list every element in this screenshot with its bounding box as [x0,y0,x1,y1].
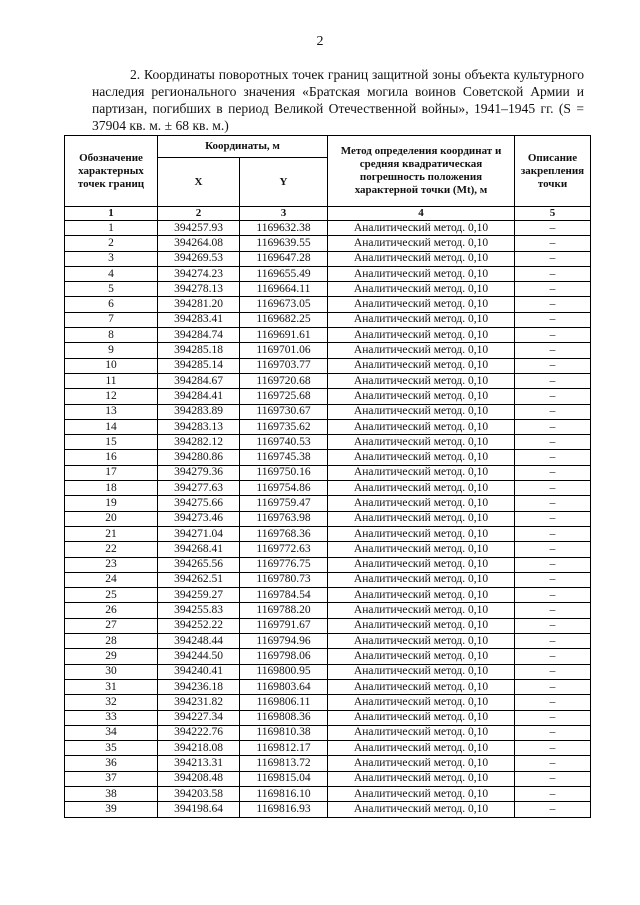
x-coordinate: 394248.44 [158,634,240,649]
x-coordinate: 394259.27 [158,588,240,603]
table-row [65,572,591,587]
y-coordinate: 1169776.75 [240,557,328,572]
table-row [65,679,591,694]
method-accuracy: Аналитический метод. 0,10 [328,557,515,572]
table-row [65,266,591,281]
fixing-description: – [515,542,591,557]
fixing-description: – [515,588,591,603]
x-coordinate: 394227.34 [158,710,240,725]
table-row [65,373,591,388]
x-coordinate: 394281.20 [158,297,240,312]
header-method: Метод определения координат и средняя квадратическая погрешность положения характерной точки (Мt), м [328,136,515,207]
point-number: 4 [65,266,158,281]
fixing-description: – [515,679,591,694]
fixing-description: – [515,771,591,786]
fixing-description: – [515,251,591,266]
point-number: 22 [65,542,158,557]
point-number: 12 [65,389,158,404]
method-accuracy: Аналитический метод. 0,10 [328,419,515,434]
method-accuracy: Аналитический метод. 0,10 [328,756,515,771]
point-number: 19 [65,496,158,511]
header-description: Описание закрепления точки [515,136,591,207]
fixing-description: – [515,343,591,358]
point-number: 11 [65,373,158,388]
y-coordinate: 1169780.73 [240,572,328,587]
table-row [65,450,591,465]
y-coordinate: 1169735.62 [240,419,328,434]
table-body [65,221,591,818]
fixing-description: – [515,328,591,343]
method-accuracy: Аналитический метод. 0,10 [328,588,515,603]
table-row [65,588,591,603]
method-accuracy: Аналитический метод. 0,10 [328,221,515,236]
point-number: 39 [65,802,158,817]
fixing-description: – [515,618,591,633]
fixing-description: – [515,741,591,756]
table-row [65,725,591,740]
fixing-description: – [515,710,591,725]
point-number: 13 [65,404,158,419]
section-heading: 2. Координаты поворотных точек границ защитной зоны объекта культурного наследия регионального значения «Братская могила воинов Советской Армии и партизан, погибших в период Великой Отечественной войны», 1941–1945 гг. (S = 37904 кв. м. ± 68 кв. м.) [92,67,584,133]
column-number: 5 [515,207,591,221]
table-row [65,358,591,373]
fixing-description: – [515,404,591,419]
point-number: 6 [65,297,158,312]
y-coordinate: 1169730.67 [240,404,328,419]
x-coordinate: 394273.46 [158,511,240,526]
method-accuracy: Аналитический метод. 0,10 [328,741,515,756]
x-coordinate: 394257.93 [158,221,240,236]
method-accuracy: Аналитический метод. 0,10 [328,786,515,801]
table-row [65,771,591,786]
y-coordinate: 1169784.54 [240,588,328,603]
y-coordinate: 1169813.72 [240,756,328,771]
point-number: 2 [65,236,158,251]
y-coordinate: 1169808.36 [240,710,328,725]
fixing-description: – [515,802,591,817]
y-coordinate: 1169725.68 [240,389,328,404]
table-row [65,695,591,710]
method-accuracy: Аналитический метод. 0,10 [328,603,515,618]
y-coordinate: 1169794.96 [240,634,328,649]
point-number: 34 [65,725,158,740]
x-coordinate: 394222.76 [158,725,240,740]
method-accuracy: Аналитический метод. 0,10 [328,266,515,281]
y-coordinate: 1169803.64 [240,679,328,694]
fixing-description: – [515,266,591,281]
method-accuracy: Аналитический метод. 0,10 [328,435,515,450]
method-accuracy: Аналитический метод. 0,10 [328,312,515,327]
fixing-description: – [515,419,591,434]
x-coordinate: 394203.58 [158,786,240,801]
x-coordinate: 394262.51 [158,572,240,587]
table-row [65,756,591,771]
point-number: 21 [65,526,158,541]
y-coordinate: 1169798.06 [240,649,328,664]
table-row [65,389,591,404]
table-row [65,557,591,572]
fixing-description: – [515,603,591,618]
method-accuracy: Аналитический метод. 0,10 [328,251,515,266]
fixing-description: – [515,572,591,587]
method-accuracy: Аналитический метод. 0,10 [328,695,515,710]
x-coordinate: 394244.50 [158,649,240,664]
point-number: 24 [65,572,158,587]
point-number: 17 [65,465,158,480]
x-coordinate: 394274.23 [158,266,240,281]
fixing-description: – [515,312,591,327]
method-accuracy: Аналитический метод. 0,10 [328,343,515,358]
y-coordinate: 1169768.36 [240,526,328,541]
point-number: 10 [65,358,158,373]
x-coordinate: 394231.82 [158,695,240,710]
x-coordinate: 394279.36 [158,465,240,480]
y-coordinate: 1169759.47 [240,496,328,511]
table-row [65,481,591,496]
y-coordinate: 1169772.63 [240,542,328,557]
table-row [65,710,591,725]
fixing-description: – [515,481,591,496]
y-coordinate: 1169750.16 [240,465,328,480]
y-coordinate: 1169816.93 [240,802,328,817]
method-accuracy: Аналитический метод. 0,10 [328,771,515,786]
x-coordinate: 394283.41 [158,312,240,327]
method-accuracy: Аналитический метод. 0,10 [328,404,515,419]
x-coordinate: 394252.22 [158,618,240,633]
fixing-description: – [515,649,591,664]
y-coordinate: 1169815.04 [240,771,328,786]
point-number: 33 [65,710,158,725]
y-coordinate: 1169682.25 [240,312,328,327]
y-coordinate: 1169632.38 [240,221,328,236]
coordinates-table [64,135,591,818]
x-coordinate: 394236.18 [158,679,240,694]
x-coordinate: 394283.13 [158,419,240,434]
point-number: 9 [65,343,158,358]
point-number: 35 [65,741,158,756]
y-coordinate: 1169691.61 [240,328,328,343]
table-row [65,312,591,327]
point-number: 5 [65,282,158,297]
method-accuracy: Аналитический метод. 0,10 [328,634,515,649]
fixing-description: – [515,557,591,572]
point-number: 37 [65,771,158,786]
fixing-description: – [515,221,591,236]
y-coordinate: 1169763.98 [240,511,328,526]
header-point: Обозначение характерных точек границ [65,136,158,207]
column-number: 3 [240,207,328,221]
method-accuracy: Аналитический метод. 0,10 [328,373,515,388]
table-row [65,542,591,557]
x-coordinate: 394284.74 [158,328,240,343]
table-row [65,496,591,511]
y-coordinate: 1169812.17 [240,741,328,756]
table-row [65,435,591,450]
fixing-description: – [515,358,591,373]
fixing-description: – [515,756,591,771]
method-accuracy: Аналитический метод. 0,10 [328,282,515,297]
x-coordinate: 394269.53 [158,251,240,266]
method-accuracy: Аналитический метод. 0,10 [328,649,515,664]
table-row [65,404,591,419]
x-coordinate: 394283.89 [158,404,240,419]
table-row [65,419,591,434]
point-number: 38 [65,786,158,801]
y-coordinate: 1169703.77 [240,358,328,373]
point-number: 26 [65,603,158,618]
table-row [65,465,591,480]
header-x: X [158,158,240,207]
y-coordinate: 1169806.11 [240,695,328,710]
table-row [65,649,591,664]
table-row [65,511,591,526]
x-coordinate: 394275.66 [158,496,240,511]
header-y: Y [240,158,328,207]
y-coordinate: 1169701.06 [240,343,328,358]
table-row [65,603,591,618]
table-row [65,221,591,236]
method-accuracy: Аналитический метод. 0,10 [328,618,515,633]
method-accuracy: Аналитический метод. 0,10 [328,511,515,526]
x-coordinate: 394264.08 [158,236,240,251]
point-number: 18 [65,481,158,496]
x-coordinate: 394285.18 [158,343,240,358]
y-coordinate: 1169754.86 [240,481,328,496]
column-number: 4 [328,207,515,221]
method-accuracy: Аналитический метод. 0,10 [328,358,515,373]
method-accuracy: Аналитический метод. 0,10 [328,297,515,312]
header-coordinates: Координаты, м [158,136,328,158]
method-accuracy: Аналитический метод. 0,10 [328,526,515,541]
x-coordinate: 394284.41 [158,389,240,404]
method-accuracy: Аналитический метод. 0,10 [328,236,515,251]
x-coordinate: 394280.86 [158,450,240,465]
y-coordinate: 1169800.95 [240,664,328,679]
fixing-description: – [515,465,591,480]
table-row [65,343,591,358]
table-row [65,741,591,756]
method-accuracy: Аналитический метод. 0,10 [328,572,515,587]
fixing-description: – [515,236,591,251]
fixing-description: – [515,282,591,297]
point-number: 23 [65,557,158,572]
y-coordinate: 1169745.38 [240,450,328,465]
point-number: 32 [65,695,158,710]
fixing-description: – [515,450,591,465]
table-row [65,802,591,817]
fixing-description: – [515,664,591,679]
fixing-description: – [515,695,591,710]
column-number: 1 [65,207,158,221]
x-coordinate: 394198.64 [158,802,240,817]
x-coordinate: 394285.14 [158,358,240,373]
y-coordinate: 1169655.49 [240,266,328,281]
x-coordinate: 394255.83 [158,603,240,618]
point-number: 16 [65,450,158,465]
column-number: 2 [158,207,240,221]
point-number: 1 [65,221,158,236]
fixing-description: – [515,373,591,388]
point-number: 15 [65,435,158,450]
method-accuracy: Аналитический метод. 0,10 [328,679,515,694]
fixing-description: – [515,435,591,450]
x-coordinate: 394282.12 [158,435,240,450]
x-coordinate: 394277.63 [158,481,240,496]
method-accuracy: Аналитический метод. 0,10 [328,802,515,817]
method-accuracy: Аналитический метод. 0,10 [328,542,515,557]
y-coordinate: 1169664.11 [240,282,328,297]
table-row [65,328,591,343]
fixing-description: – [515,786,591,801]
y-coordinate: 1169810.38 [240,725,328,740]
table-row [65,664,591,679]
fixing-description: – [515,526,591,541]
table-row [65,236,591,251]
y-coordinate: 1169788.20 [240,603,328,618]
x-coordinate: 394213.31 [158,756,240,771]
point-number: 28 [65,634,158,649]
point-number: 29 [65,649,158,664]
table-row [65,251,591,266]
point-number: 8 [65,328,158,343]
point-number: 31 [65,679,158,694]
y-coordinate: 1169740.53 [240,435,328,450]
x-coordinate: 394265.56 [158,557,240,572]
fixing-description: – [515,496,591,511]
method-accuracy: Аналитический метод. 0,10 [328,710,515,725]
method-accuracy: Аналитический метод. 0,10 [328,664,515,679]
fixing-description: – [515,511,591,526]
fixing-description: – [515,725,591,740]
point-number: 3 [65,251,158,266]
y-coordinate: 1169639.55 [240,236,328,251]
x-coordinate: 394268.41 [158,542,240,557]
point-number: 25 [65,588,158,603]
method-accuracy: Аналитический метод. 0,10 [328,481,515,496]
x-coordinate: 394208.48 [158,771,240,786]
point-number: 14 [65,419,158,434]
x-coordinate: 394284.67 [158,373,240,388]
table-row [65,786,591,801]
y-coordinate: 1169816.10 [240,786,328,801]
method-accuracy: Аналитический метод. 0,10 [328,496,515,511]
fixing-description: – [515,389,591,404]
y-coordinate: 1169647.28 [240,251,328,266]
method-accuracy: Аналитический метод. 0,10 [328,450,515,465]
x-coordinate: 394218.08 [158,741,240,756]
x-coordinate: 394278.13 [158,282,240,297]
fixing-description: – [515,634,591,649]
y-coordinate: 1169791.67 [240,618,328,633]
point-number: 7 [65,312,158,327]
point-number: 27 [65,618,158,633]
method-accuracy: Аналитический метод. 0,10 [328,725,515,740]
x-coordinate: 394240.41 [158,664,240,679]
point-number: 36 [65,756,158,771]
table-row [65,618,591,633]
table-row [65,526,591,541]
table-row [65,282,591,297]
method-accuracy: Аналитический метод. 0,10 [328,465,515,480]
point-number: 30 [65,664,158,679]
y-coordinate: 1169720.68 [240,373,328,388]
y-coordinate: 1169673.05 [240,297,328,312]
table-row [65,297,591,312]
table-row [65,634,591,649]
page-number: 2 [316,34,324,49]
point-number: 20 [65,511,158,526]
fixing-description: – [515,297,591,312]
method-accuracy: Аналитический метод. 0,10 [328,328,515,343]
method-accuracy: Аналитический метод. 0,10 [328,389,515,404]
x-coordinate: 394271.04 [158,526,240,541]
